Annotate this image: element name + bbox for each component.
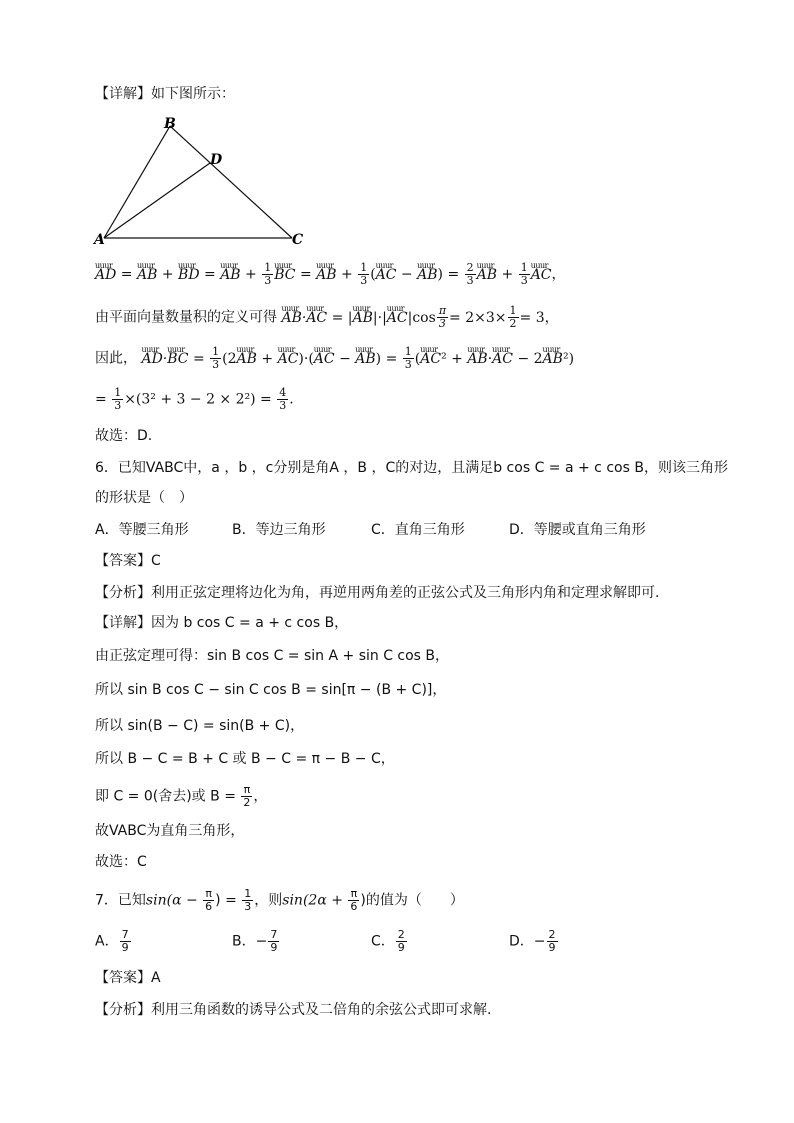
label-d: D (210, 152, 223, 168)
numerator: 1 (244, 887, 252, 900)
eq3-q1: ( (414, 350, 421, 367)
numerator: 2 (548, 928, 556, 941)
numerator: 1 (509, 304, 517, 317)
vec-ac: uuur AC (278, 348, 299, 370)
eq3-prefix: 因此， (95, 350, 137, 367)
eq3-p2: + (261, 350, 274, 367)
numerator: 1 (212, 345, 220, 358)
q6-step-3: 所以 sin(B − C) = sin(B + C)， (95, 718, 305, 734)
dot-product-definition: 由平面向量数量积的定义可得 uuur AB·uuur AC = |uuur AB|·|uuur AC|cos $\frac{\pi}{3}$ = 2×3× $\frac{1}{2}$ = 3， (95, 305, 559, 330)
vec-ab: uuur AB (316, 264, 336, 286)
fraction (242, 888, 253, 913)
detail-tag: 【详解】 (95, 86, 151, 102)
vec-ab: uuur AB (353, 307, 373, 329)
dot-product-expansion: 因此， uuur AD·uuur BC = $\frac{1}{3}$ (2uuur AB + uuur AC)·(uuur AC − uuur AB) = $\frac{1}{3}$ (uuur AC² + uuur AB·uuur AC − 2uuur AB²) (95, 346, 574, 371)
vector-ad-equation: uuur AD = uuur AB + uuur BD = uuur AB + $\frac{1}{3}$ uuur BC = uuur AB + $\frac{1}{3}$ (uuur AC − uuur AB) = $\frac{2}{3}$ uuur AB + $\frac{1}{3}$ uuur AC， (95, 262, 566, 287)
vec-ab: uuur AB (467, 348, 487, 370)
fraction (358, 262, 369, 287)
option-label: D． (509, 933, 534, 950)
eq3-q2: ² + (441, 350, 463, 367)
denominator: 3 (244, 900, 252, 913)
vec-ac: uuur AC (420, 348, 441, 370)
numerator: 1 (114, 386, 122, 399)
vec-ab: uuur AB (417, 264, 437, 286)
eq3-p5: ) = (375, 350, 398, 367)
q6-step-1: 由正弦定理可得：sin B cos C = sin A + sin C cos B， (95, 648, 450, 664)
detail-header (95, 83, 235, 105)
vec-ab: uuur AB (477, 264, 497, 286)
fraction (519, 262, 530, 287)
q6-option-c: C．直角三角形 (371, 522, 465, 538)
q7-sin2: sin(2α + (282, 892, 343, 909)
vec-ab: uuur AB (237, 348, 257, 370)
denominator: 9 (548, 941, 556, 954)
denominator: 3 (520, 274, 528, 287)
vec-ab: uuur AB (355, 348, 375, 370)
label-c: C (292, 232, 304, 248)
q7-mid2: ，则 (254, 892, 283, 909)
vec-ac: uuur AC (306, 307, 327, 329)
option-label: C． (371, 933, 395, 950)
fraction (203, 888, 214, 913)
cos-fn: cos (412, 309, 436, 326)
denominator: 3 (264, 274, 272, 287)
vec-bd: uuur BD (178, 264, 200, 286)
fraction (277, 387, 288, 412)
q6-step-5-end: ， (253, 788, 268, 805)
fraction (547, 929, 558, 954)
q7-end: )的值为（ ） (360, 892, 464, 909)
fraction (396, 929, 407, 954)
q6-conclusion: 故VABC为直角三角形， (95, 823, 245, 839)
eq2-end: = 3， (519, 309, 559, 326)
question-6-line1: 6．已知VABC中，a ，b ，c分别是角A ，B ，C的对边，且满足b cos C = a + c cos B，则该三角形 (95, 460, 728, 476)
eq3-p3: )·( (298, 350, 314, 367)
q6-option-a: A．等腰三角形 (95, 522, 189, 538)
q6-step-5 (95, 784, 267, 809)
option-sign: − (533, 933, 546, 950)
q7-prefix: 7．已知 (95, 892, 146, 909)
q6-step-5-text: 即 C = 0(舍去)或 B = (95, 788, 236, 805)
q6-select: 故选：C (95, 854, 147, 870)
edge-bc (170, 126, 292, 238)
eq4-pre: = (95, 391, 107, 408)
denominator: 2 (243, 796, 251, 809)
denominator: 9 (397, 941, 405, 954)
comma: ， (551, 266, 566, 283)
eq3-q3: · (487, 350, 493, 367)
vec-ac: uuur AC (376, 264, 397, 286)
fraction (268, 929, 279, 954)
q7-analysis: 【分析】利用三角函数的诱导公式及二倍角的余弦公式即可求解. (95, 1002, 492, 1018)
numerator: 1 (404, 345, 412, 358)
fraction (262, 262, 273, 287)
edge-ad (104, 163, 210, 238)
fraction (120, 929, 131, 954)
vec-ac: uuur AC (314, 348, 335, 370)
label-b: B (164, 116, 176, 132)
denominator: 3 (404, 358, 412, 371)
q6-analysis: 【分析】利用正弦定理将边化为角，再逆用两角差的正弦公式及三角形内角和定理求解即可. (95, 585, 660, 601)
eq2-mid: = 2×3× (449, 309, 507, 326)
q6-step-2: 所以 sin B cos C − sin C cos B = sin[π − (B + C)]， (95, 682, 447, 698)
fraction (241, 784, 252, 809)
q6-answer: 【答案】C (95, 553, 161, 569)
fraction (403, 346, 414, 371)
fraction (437, 305, 448, 330)
label-a: A (94, 232, 105, 248)
q7-option-a (95, 929, 132, 954)
numerator: 7 (121, 928, 129, 941)
fraction (348, 888, 359, 913)
eq4-end: . (289, 391, 294, 408)
vec-ad: uuur AD (95, 264, 116, 286)
eq3-q5: ²) (562, 350, 575, 367)
eq3-p4: − (339, 350, 351, 367)
triangle-figure (88, 112, 318, 250)
q7-mid1: ) = (215, 892, 237, 909)
eq3-p1: (2 (222, 350, 237, 367)
numerator: 7 (270, 928, 278, 941)
fraction (465, 262, 476, 287)
denominator: 3 (360, 274, 368, 287)
fraction (112, 387, 123, 412)
numerator: π (241, 784, 252, 797)
eq3-q4: − 2 (517, 350, 543, 367)
q7-sin1: sin(α − (145, 892, 198, 909)
numerator: π (348, 888, 359, 901)
fraction (210, 346, 221, 371)
vec-ac: uuur AC (387, 307, 408, 329)
vec-ad: uuur AD (141, 348, 162, 370)
option-sign: − (255, 933, 268, 950)
q6-step-4: 所以 B − C = B + C 或 B − C = π − B − C， (95, 751, 395, 767)
numerator: π (203, 888, 214, 901)
vec-ab: uuur AB (543, 348, 563, 370)
q6-option-b: B．等边三角形 (232, 522, 326, 538)
denominator: 2 (509, 317, 517, 330)
vec-ab: uuur AB (137, 264, 157, 286)
numerator: 1 (360, 261, 368, 274)
denominator: 6 (205, 900, 213, 913)
numerator: π (438, 304, 447, 317)
q7-answer: 【答案】A (95, 970, 161, 986)
numerator: 2 (397, 928, 405, 941)
numerator: 1 (264, 261, 272, 274)
denominator: 3 (438, 317, 446, 330)
answer-line-5: 故选：D. (95, 428, 153, 444)
question-6-line2: 的形状是（ ） (95, 490, 193, 506)
denominator: 3 (279, 399, 287, 412)
denominator: 3 (466, 274, 474, 287)
denominator: 3 (212, 358, 220, 371)
vec-bc: uuur BC (167, 348, 188, 370)
numerator: 1 (520, 261, 528, 274)
vec-ac: uuur AC (492, 348, 513, 370)
denominator: 9 (270, 941, 278, 954)
eq4-mid: ×(3² + 3 − 2 × 2²) = (124, 391, 272, 408)
final-computation (95, 387, 294, 412)
edge-ab (104, 126, 170, 238)
option-label: B． (232, 933, 256, 950)
q7-option-c (371, 929, 408, 954)
detail-text: 如下图所示： (151, 86, 235, 102)
numerator: 4 (279, 386, 287, 399)
fraction (508, 305, 519, 330)
denominator: 3 (114, 399, 122, 412)
vec-ab: uuur AB (220, 264, 240, 286)
q6-option-d: D．等腰或直角三角形 (509, 522, 646, 538)
option-label: A． (95, 933, 119, 950)
question-7 (95, 888, 464, 913)
vec-bc: uuur BC (274, 264, 295, 286)
q6-detail: 【详解】因为 b cos C = a + c cos B， (95, 615, 349, 631)
vec-ac: uuur AC (531, 264, 552, 286)
vec-ab: uuur AB (281, 307, 301, 329)
q7-option-b (232, 929, 280, 954)
eq2-prefix: 由平面向量数量积的定义可得 (95, 309, 277, 326)
q7-option-d (509, 929, 559, 954)
denominator: 9 (121, 941, 129, 954)
numerator: 2 (466, 261, 474, 274)
denominator: 6 (350, 900, 358, 913)
